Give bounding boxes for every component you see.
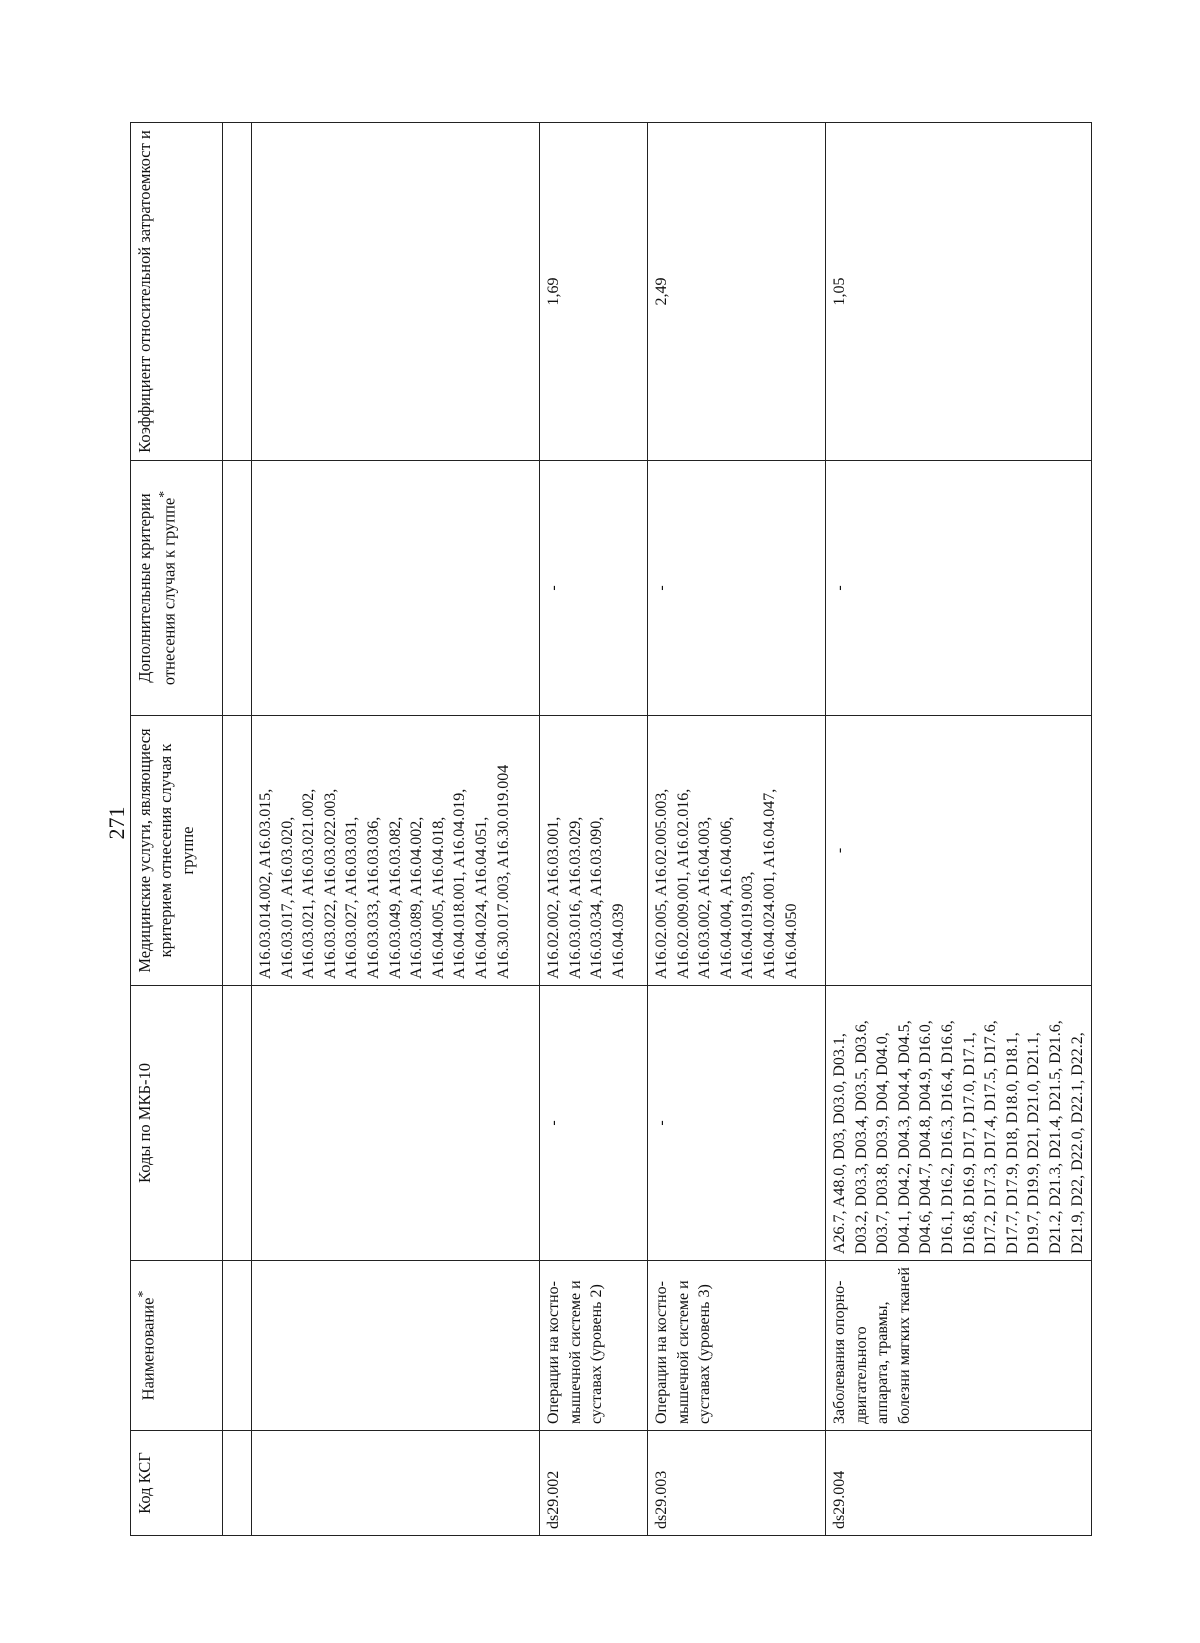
extra-criteria: - — [648, 461, 826, 716]
header-services: Медицинские услуги, являющиеся критерием отнесения случая к группе — [131, 716, 223, 986]
extra-criteria: - — [540, 461, 648, 716]
continuation-services: A16.03.014.002, A16.03.015, A16.03.017, A16.03.020, A16.03.021, A16.03.021.002, A16.03.022, A16.03.022.003, A16.03.027, A16.03.031, A16.03.033, A16.03.036, A16.03.049, A16.03.082, A16.03.089, A16.04.002, A16.04.005, A16.04.018, A16.04.018.001, A16.04.019, A16.04.024, A16.04.051, A16.30.017.003, A16.30.019.004 — [252, 716, 540, 986]
service-codes: A16.02.002, A16.03.001, A16.03.016, A16.03.029, A16.03.034, A16.03.090, A16.04.039 — [540, 716, 648, 986]
table-row — [826, 123, 1092, 1536]
continuation-row — [252, 123, 540, 1536]
ksg-name: Заболевания опорно-двигательного аппарата, травмы, болезни мягких тканей — [826, 1261, 1092, 1431]
table-row — [648, 123, 826, 1536]
header-coef: Коэффициент относительной затратоемкост и — [131, 123, 223, 461]
column-number-row — [223, 123, 252, 1536]
ksg-name: Операции на костно-мышечной системе и суставах (уровень 3) — [648, 1261, 826, 1431]
extra-criteria: - — [826, 461, 1092, 716]
mkb-codes: - — [540, 986, 648, 1261]
mkb-codes: - — [648, 986, 826, 1261]
ksg-code: ds29.004 — [826, 1431, 1092, 1536]
header-row — [131, 123, 223, 1536]
cost-coefficient: 2,49 — [648, 123, 826, 461]
cost-coefficient: 1,69 — [540, 123, 648, 461]
header-criteria: Дополнительные критерии отнесения случая к группе* — [131, 461, 223, 716]
header-mkb: Коды по МКБ-10 — [131, 986, 223, 1261]
service-codes: A16.02.005, A16.02.005.003, A16.02.009.001, A16.02.016, A16.03.002, A16.04.003, A16.04.004, A16.04.006, A16.04.019.003, A16.04.024.001, A16.04.047, A16.04.050 — [648, 716, 826, 986]
mkb-codes: A26.7, A48.0, D03, D03.0, D03.1, D03.2, D03.3, D03.4, D03.5, D03.6, D03.7, D03.8, D03.9, D04, D04.0, D04.1, D04.2, D04.3, D04.4, D04.5, D04.6, D04.7, D04.8, D04.9, D16.0, D16.1, D16.2, D16.3, D16.4, D16.6, D16.8, D16.9, D17, D17.0, D17.1, D17.2, D17.3, D17.4, D17.5, D17.6, D17.7, D17.9, D18, D18.0, D18.1, D19.7, D19.9, D21, D21.0, D21.1, D21.2, D21.3, D21.4, D21.5, D21.6, D21.9, D22, D22.0, D22.1, D22.2, — [826, 986, 1092, 1261]
ksg-code: ds29.002 — [540, 1431, 648, 1536]
service-codes: - — [826, 716, 1092, 986]
ksg-table — [130, 122, 1092, 1536]
table-row — [540, 123, 648, 1536]
cost-coefficient: 1,05 — [826, 123, 1092, 461]
ksg-name: Операции на костно-мышечной системе и суставах (уровень 2) — [540, 1261, 648, 1431]
header-code: Код КСГ — [131, 1431, 223, 1536]
header-name: Наименование* — [131, 1261, 223, 1431]
rotated-table-stage — [130, 123, 1086, 1536]
page-number: 271 — [104, 806, 129, 840]
ksg-code: ds29.003 — [648, 1431, 826, 1536]
